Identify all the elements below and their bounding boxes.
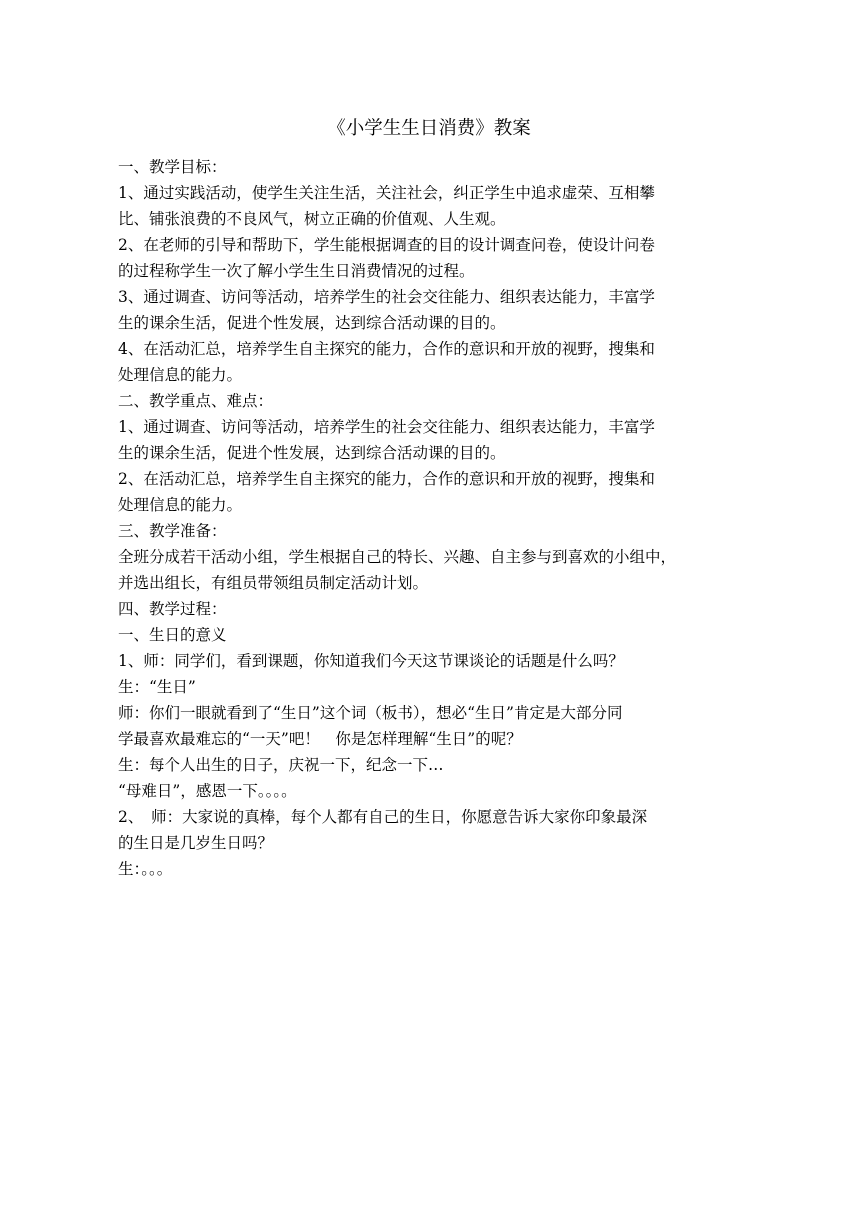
text-line: 生：。。。	[118, 860, 173, 878]
text-line: 1、通过实践活动，使学生关注生活，关注社会，纠正学生中追求虚荣、互相攀	[118, 184, 655, 202]
text-line: 师：你们一眼就看到了“生日”这个词（板书），想必“生日”肯定是大部分同	[118, 704, 623, 722]
text-line: 生：“生日”	[118, 678, 196, 696]
text-line: 1、师：同学们，看到课题，你知道我们今天这节课谈论的话题是什么吗？	[118, 652, 624, 670]
document-lines	[118, 154, 740, 882]
text-line: 2、在老师的引导和帮助下，学生能根据调查的目的设计调查问卷，使设计问卷	[118, 236, 655, 254]
text-line: 生的课余生活，促进个性发展，达到综合活动课的目的。	[118, 314, 506, 332]
text-line: 生：每个人出生的日子，庆祝一下，纪念一下…	[118, 756, 444, 774]
text-line: 处理信息的能力。	[118, 366, 243, 384]
text-line: 2、 师：大家说的真棒，每个人都有自己的生日，你愿意告诉大家你印象最深	[118, 808, 648, 826]
text-line: 一、生日的意义	[118, 626, 227, 644]
text-line: 并选出组长，有组员带领组员制定活动计划。	[118, 574, 429, 592]
text-line: 3、通过调查、访问等活动，培养学生的社会交往能力、组织表达能力，丰富学	[118, 288, 655, 306]
document-title: 《小学生生日消费》教案	[327, 118, 531, 139]
text-line: 学最喜欢最难忘的“一天”吧！ 你是怎样理解“生日”的呢？	[118, 730, 522, 748]
text-line: 比、铺张浪费的不良风气，树立正确的价值观、人生观。	[118, 210, 506, 228]
text-line: 处理信息的能力。	[118, 496, 243, 514]
text-line: 1、通过调查、访问等活动，培养学生的社会交往能力、组织表达能力，丰富学	[118, 418, 655, 436]
text-line: 全班分成若干活动小组，学生根据自己的特长、兴趣、自主参与到喜欢的小组中，	[118, 548, 677, 566]
text-line: 三、教学准备：	[118, 522, 227, 540]
text-line: 四、教学过程：	[118, 600, 227, 618]
document-body	[118, 114, 740, 882]
text-line: 生的课余生活，促进个性发展，达到综合活动课的目的。	[118, 444, 506, 462]
text-line: 2、在活动汇总，培养学生自主探究的能力，合作的意识和开放的视野，搜集和	[118, 470, 655, 488]
text-line: 4、在活动汇总，培养学生自主探究的能力，合作的意识和开放的视野，搜集和	[118, 340, 655, 358]
text-line: “母难日”，感恩一下。。。。	[118, 782, 297, 800]
text-line: 一、教学目标：	[118, 158, 227, 176]
text-line: 二、教学重点、难点：	[118, 392, 274, 410]
text-line: 的生日是几岁生日吗？	[118, 834, 274, 852]
text-line: 的过程称学生一次了解小学生生日消费情况的过程。	[118, 262, 475, 280]
